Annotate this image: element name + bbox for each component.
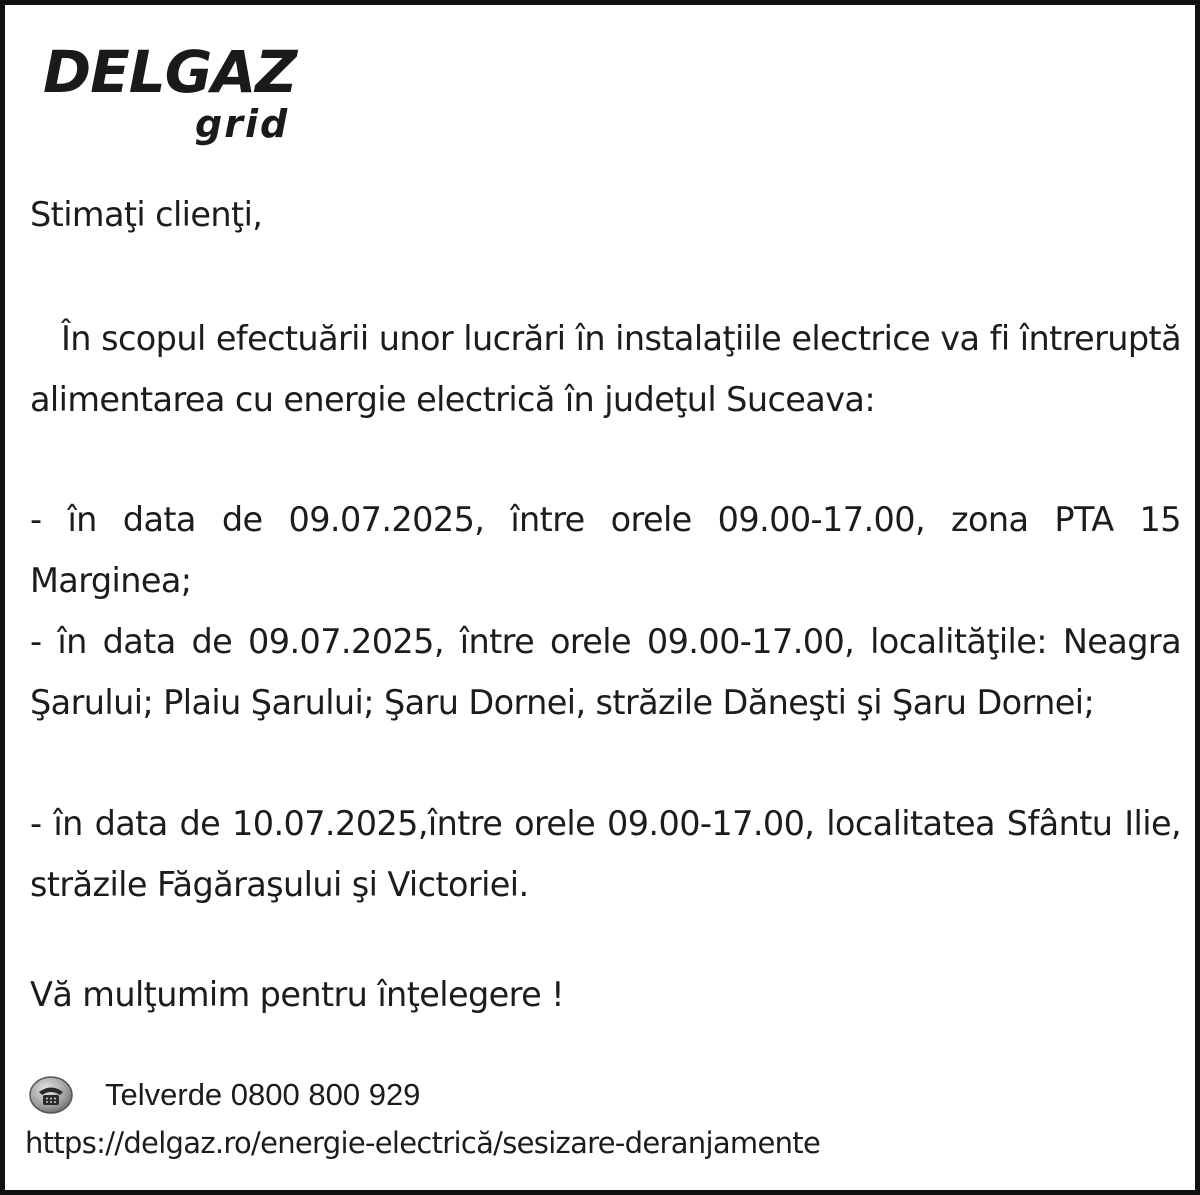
phone-number: Telverde 0800 800 929 <box>105 1077 421 1112</box>
outage-item-2: - în data de 09.07.2025, între orele 09.00-17.00, localităţile: Neagra Şarului; Plaiu Şarului; Şaru Dornei, străzile Dăneşti şi Şaru Dornei; <box>30 622 1181 722</box>
intro-paragraph: În scopul efectuării unor lucrări în instalaţiile electrice va fi întreruptă alimentarea cu energie electrică în judeţul Suceava: <box>30 319 1181 419</box>
fault-report-url[interactable]: https://delgaz.ro/energie-electrică/sesizare-deranjamente <box>25 1126 821 1160</box>
telephone-icon <box>29 1075 73 1115</box>
thanks-line: Vă mulţumim pentru înţelegere ! <box>30 975 564 1014</box>
logo-subtitle: grid <box>195 102 290 146</box>
delgaz-grid-logo <box>43 38 313 148</box>
outage-item-3: - în data de 10.07.2025,între orele 09.00-17.00, localitatea Sfântu Ilie, străzile Făgăraşului şi Victoriei. <box>30 804 1181 904</box>
outage-item-1: - în data de 09.07.2025, între orele 09.00-17.00, zona PTA 15 Marginea; <box>30 500 1181 600</box>
phone-contact <box>29 1075 729 1119</box>
logo-wordmark: DELGAZ <box>43 38 297 106</box>
greeting: Stimaţi clienţi, <box>30 195 263 234</box>
